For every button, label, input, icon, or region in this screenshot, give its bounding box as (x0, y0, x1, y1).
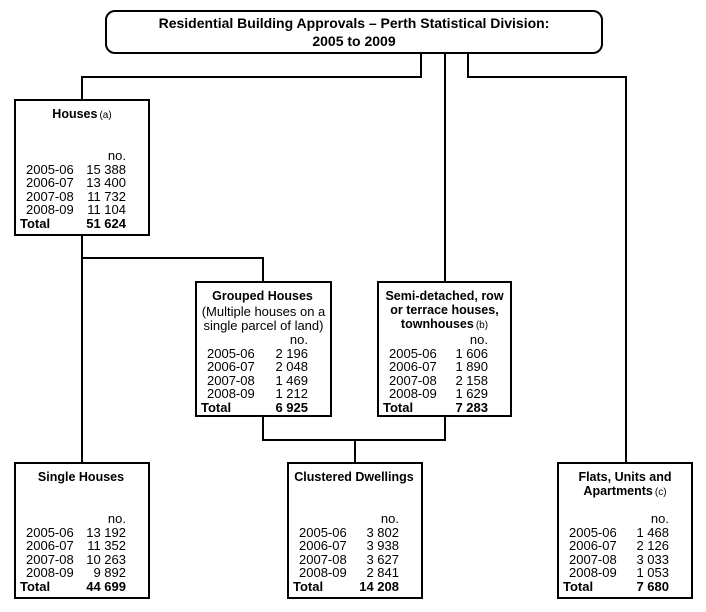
data-row (16, 163, 148, 177)
year-value: 1 212 (275, 386, 308, 401)
title-line-1: Residential Building Approvals – Perth Statistical Division: (158, 15, 550, 31)
year-value: 3 033 (636, 551, 669, 567)
unit-row (16, 149, 148, 163)
year-value: 2 196 (275, 345, 308, 361)
connector-into-flats-vertical (625, 76, 627, 462)
unit-label: no. (380, 511, 399, 526)
unit-label: no. (107, 511, 126, 526)
footnote-marker: (a) (99, 110, 112, 121)
data-row (379, 387, 510, 401)
year-label: 2005-06 (299, 524, 347, 540)
year-label: 2007-08 (26, 188, 74, 204)
year-label: 2007-08 (26, 551, 74, 567)
clustered-dwellings-data-table (289, 512, 421, 593)
data-row (16, 203, 148, 217)
box-heading-line: Flats, Units and (578, 470, 672, 484)
year-label: 2006-07 (569, 538, 617, 553)
connector-title-to-houses-horizontal (81, 76, 422, 78)
box-heading-text: Grouped Houses (212, 289, 313, 303)
data-row (559, 553, 691, 567)
data-row (197, 387, 330, 401)
year-label: 2006-07 (299, 538, 347, 553)
data-row (379, 347, 510, 361)
clustered-dwellings-box-heading (289, 470, 421, 486)
year-value: 10 263 (86, 551, 126, 567)
year-label: 2008-09 (389, 386, 437, 401)
year-label: 2008-09 (569, 565, 617, 580)
grouped-houses-box-heading (197, 289, 330, 333)
year-label: 2006-07 (26, 538, 74, 553)
unit-row (559, 512, 691, 526)
data-row (16, 190, 148, 204)
title-box (105, 10, 603, 54)
year-value: 3 938 (366, 538, 399, 553)
box-subtitle-line: (Multiple houses on a (201, 304, 326, 319)
total-row (289, 580, 421, 594)
connector-semi-down-vertical (444, 417, 446, 441)
year-label: 2007-08 (207, 372, 255, 388)
data-row (289, 553, 421, 567)
box-heading-text: Clustered Dwellings (294, 470, 414, 484)
data-row (289, 539, 421, 553)
data-row (16, 553, 148, 567)
single-houses-data-table (16, 512, 148, 593)
semi-detached-data-table (379, 333, 510, 414)
semi-detached-box (377, 281, 512, 417)
total-row (16, 217, 148, 231)
year-value: 3 627 (366, 551, 399, 567)
unit-label: no. (469, 332, 488, 347)
semi-detached-box-heading (379, 289, 510, 333)
total-value: 14 208 (359, 578, 399, 594)
total-label: Total (563, 578, 594, 594)
box-heading-line: or terrace houses, (390, 303, 499, 317)
year-value: 15 388 (86, 161, 126, 177)
data-row (16, 539, 148, 553)
year-value: 11 352 (87, 538, 126, 553)
year-value: 13 192 (86, 524, 126, 540)
year-label: 2005-06 (207, 345, 255, 361)
connector-into-clustered-vertical (354, 439, 356, 462)
box-heading-text: townhouses (400, 317, 474, 331)
unit-row (197, 333, 330, 347)
clustered-dwellings-box (287, 462, 423, 599)
connector-grouped-down-vertical (262, 417, 264, 441)
connector-into-houses-vertical (81, 76, 83, 99)
data-row (559, 539, 691, 553)
single-houses-box-heading (16, 470, 148, 486)
unit-row (16, 512, 148, 526)
year-value: 11 104 (87, 202, 126, 217)
total-label: Total (383, 399, 414, 415)
total-row (197, 401, 330, 415)
year-label: 2006-07 (389, 359, 437, 374)
houses-box (14, 99, 150, 236)
total-value: 7 680 (636, 578, 669, 594)
total-row (559, 580, 691, 594)
year-label: 2006-07 (207, 359, 255, 374)
year-label: 2008-09 (26, 565, 74, 580)
data-row (197, 347, 330, 361)
data-row (289, 566, 421, 580)
flats-units-apartments-data-table (559, 512, 691, 593)
total-row (379, 401, 510, 415)
year-value: 1 606 (455, 345, 488, 361)
footnote-marker: (b) (475, 320, 489, 331)
total-value: 44 699 (86, 578, 126, 594)
houses-data-table (16, 149, 148, 230)
unit-label: no. (650, 511, 669, 526)
data-row (16, 566, 148, 580)
connector-houses-to-single-houses (81, 236, 83, 462)
box-heading-text: Houses (52, 107, 98, 121)
year-value: 9 892 (93, 565, 126, 580)
year-label: 2008-09 (207, 386, 255, 401)
unit-row (289, 512, 421, 526)
title-line-2: 2005 to 2009 (312, 33, 396, 49)
data-row (379, 374, 510, 388)
data-row (197, 360, 330, 374)
connector-title-left-stub (420, 54, 422, 77)
connector-title-to-flats-horizontal (467, 76, 627, 78)
data-row (197, 374, 330, 388)
year-label: 2005-06 (569, 524, 617, 540)
single-houses-box (14, 462, 150, 599)
year-label: 2007-08 (299, 551, 347, 567)
data-row (16, 526, 148, 540)
year-value: 2 126 (636, 538, 669, 553)
total-label: Total (20, 578, 51, 594)
total-row (16, 580, 148, 594)
unit-label: no. (289, 332, 308, 347)
year-value: 13 400 (86, 175, 126, 190)
grouped-houses-box (195, 281, 332, 417)
box-heading-line: Semi-detached, row (385, 289, 504, 303)
box-heading-text: Single Houses (37, 470, 125, 484)
data-row (559, 526, 691, 540)
year-value: 11 732 (87, 188, 126, 204)
year-value: 1 053 (636, 565, 669, 580)
data-row (559, 566, 691, 580)
year-label: 2008-09 (26, 202, 74, 217)
flats-units-apartments-box (557, 462, 693, 599)
total-value: 7 283 (455, 399, 488, 415)
year-label: 2007-08 (569, 551, 617, 567)
connector-houses-branch-horizontal (81, 257, 264, 259)
year-label: 2007-08 (389, 372, 437, 388)
year-label: 2005-06 (389, 345, 437, 361)
flats-units-apartments-box-heading (559, 470, 691, 500)
year-value: 1 890 (455, 359, 488, 374)
year-label: 2008-09 (299, 565, 347, 580)
data-row (379, 360, 510, 374)
year-value: 2 158 (455, 372, 488, 388)
year-label: 2006-07 (26, 175, 74, 190)
year-value: 1 468 (636, 524, 669, 540)
unit-label: no. (107, 148, 126, 163)
total-label: Total (201, 399, 232, 415)
total-value: 6 925 (275, 399, 308, 415)
year-value: 1 629 (455, 386, 488, 401)
year-value: 2 048 (275, 359, 308, 374)
total-value: 51 624 (86, 215, 126, 231)
year-value: 2 841 (366, 565, 399, 580)
connector-title-right-stub (467, 54, 469, 77)
houses-box-heading (16, 107, 148, 123)
connector-title-to-semi-detached (444, 54, 446, 281)
year-label: 2005-06 (26, 524, 74, 540)
unit-row (379, 333, 510, 347)
total-label: Total (20, 215, 51, 231)
box-subtitle-line: single parcel of land) (203, 318, 324, 333)
data-row (289, 526, 421, 540)
data-row (16, 176, 148, 190)
year-value: 3 802 (366, 524, 399, 540)
connector-into-grouped-vertical (262, 257, 264, 281)
box-heading-text: Apartments (583, 484, 653, 498)
footnote-marker: (c) (654, 487, 667, 498)
year-label: 2005-06 (26, 161, 74, 177)
grouped-houses-data-table (197, 333, 330, 414)
year-value: 1 469 (275, 372, 308, 388)
total-label: Total (293, 578, 324, 594)
